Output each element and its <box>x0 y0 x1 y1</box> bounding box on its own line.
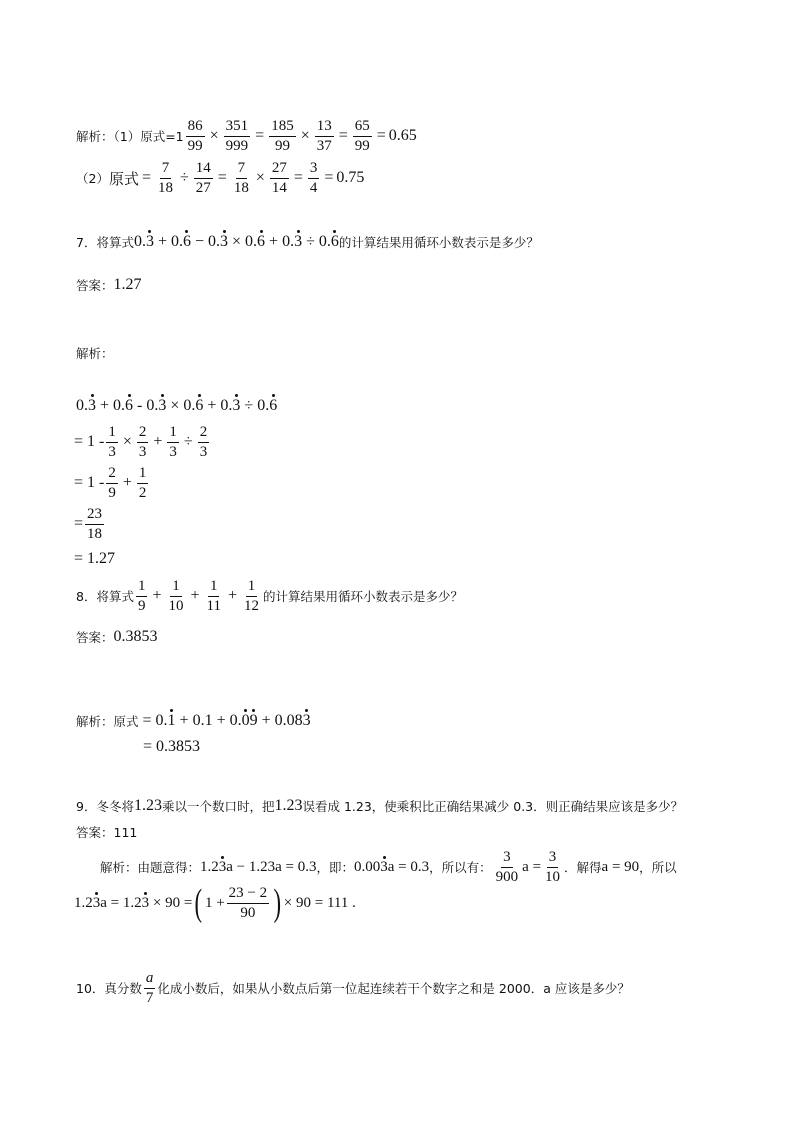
fraction: $\frac{86}{99}$ <box>187 118 203 154</box>
fraction: $\frac{7}{18}$ <box>233 160 249 196</box>
fraction: $\frac{14}{27}$ <box>195 160 211 196</box>
q8-question: 8．将算式 $\frac{1}{9}$ + $\frac{1}{10}$ + $\frac{1}{11}$ + $\frac{1}{12}$ 的计算结果用循环小数表示是多少？ <box>76 578 464 614</box>
q7-step5: = 1.27 <box>74 550 116 567</box>
q10-question: 10．真分数 $\frac{a}{7}$ 化成小数后，如果从小数点后第一位起连续若干个数字之和是 2000．a 应该是多少？ <box>76 970 630 1006</box>
q7-step4: = $\frac{23}{18}$ <box>74 506 103 542</box>
fraction: $\frac{27}{14}$ <box>271 160 287 196</box>
q8-analysis-line2: = 0.3853 <box>143 738 201 755</box>
q8-analysis-line1: 解析：原式 = 0.1 + 0.1 + 0.09 + 0.083 <box>76 712 311 729</box>
q9-analysis-line2: 1.23a = 1.23 × 90 = ( 1 + $\frac{23 - 2}{90}$ ) × 90 = 111 . <box>74 882 356 924</box>
q9-question: 9．冬冬将 1.23 乘以一个数口时，把 1.23 误看成 1.23，使乘积比正确结果减少 0.3．则正确结果应该是多少？ <box>76 797 684 814</box>
analysis-label: 解析：（1）原式=1 <box>76 129 184 144</box>
fraction: $\frac{7}{18}$ <box>158 160 173 196</box>
repeating-decimal: 0.65 <box>388 127 417 144</box>
p6-analysis-line2: （2） 原式 = $\frac{7}{18}$ ÷ $\frac{14}{27}$ = $\frac{7}{18}$ × $\frac{27}{14}$ = $\frac{3}{4}$ = 0.75 <box>76 160 365 196</box>
expression: 0.3 + 0.6 − 0.3 × 0.6 + 0.3 ÷ 0.6 <box>133 233 339 250</box>
q7-question: 7．将算式 0.3 + 0.6 − 0.3 × 0.6 + 0.3 ÷ 0.6 的计算结果用循环小数表示是多少？ <box>76 233 539 250</box>
q9-answer: 答案：111 <box>76 825 138 840</box>
fraction: $\frac{351}{999}$ <box>225 118 249 154</box>
q7-step3: = 1 - $\frac{2}{9}$ + $\frac{1}{2}$ <box>74 465 147 501</box>
answer-value: 0.3853 <box>113 628 158 645</box>
p6-analysis-line1: 解析：（1）原式=1 $\frac{86}{99}$ × $\frac{351}{999}$ = $\frac{185}{99}$ × $\frac{13}{37}$ = $\frac{65}{99}$ = 0.65 <box>76 118 417 154</box>
q8-answer: 答案： 0.3853 <box>76 628 158 645</box>
q7-step1: 0.3 + 0.6 - 0.3 × 0.6 + 0.3 ÷ 0.6 <box>76 397 278 414</box>
fraction: $\frac{13}{37}$ <box>316 118 332 154</box>
fraction: $\frac{65}{99}$ <box>354 118 370 154</box>
q9-analysis-line1: 解析：由题意得： 1.23a − 1.23a = 0.3 ，即： 0.003a = 0.3 ，所以有： $\frac{3}{900}$ a = $\frac{3}{10}$ ．解得 a = 90 ，所以 <box>100 849 677 885</box>
answer-value: 1.27 <box>113 276 142 293</box>
fraction: $\frac{185}{99}$ <box>271 118 294 154</box>
q7-analysis-label: 解析： <box>76 346 114 361</box>
q7-answer: 答案： 1.27 <box>76 276 142 293</box>
part-label: （2） <box>76 171 109 186</box>
fraction: $\frac{3}{4}$ <box>309 160 318 196</box>
q7-step2: = 1 - $\frac{1}{3}$ × $\frac{2}{3}$ + $\frac{1}{3}$ ÷ $\frac{2}{3}$ <box>74 424 208 460</box>
